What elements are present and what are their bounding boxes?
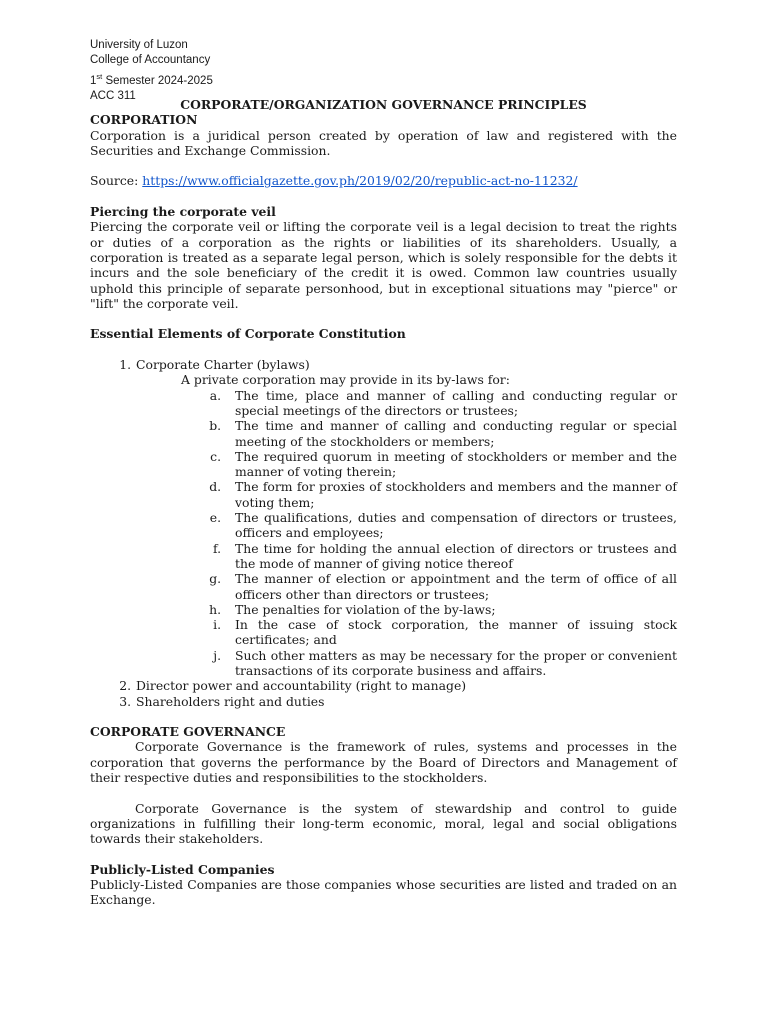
elements-list (90, 357, 677, 388)
document-title: CORPORATE/ORGANIZATION GOVERNANCE PRINCIPLES (180, 97, 587, 112)
spacer (90, 189, 677, 204)
bylaws-item: i. In the case of stock corporation, the manner of issuing stock certificates; and (225, 617, 677, 648)
bylaws-item: a. The time, place and manner of calling and conducting regular or special meetings of the directors or trustees; (225, 388, 677, 419)
bylaws-list (90, 388, 677, 679)
semester-text: Semester 2024-2025 (102, 74, 213, 87)
document-header (90, 38, 213, 104)
source-label: Source: (90, 173, 143, 189)
bylaws-item: e. The qualifications, duties and compensation of directors or trustees, officers and employees; (225, 510, 677, 541)
spacer (90, 785, 677, 800)
listed-heading: Publicly-Listed Companies (90, 861, 275, 877)
university-name: University of Luzon (90, 39, 188, 51)
spacer (90, 847, 677, 862)
source-link[interactable]: https://www.officialgazette.gov.ph/2019/02/20/republic-act-no-11232/ (142, 173, 578, 189)
governance-paragraph-2: Corporate Governance is the system of stewardship and control to guide organizations in fulfilling their long-term economic, moral, legal and social obligations towards their stakeholders. (90, 800, 677, 847)
source-line (90, 173, 677, 188)
semester-suffix: st (96, 71, 103, 81)
governance-heading: CORPORATE GOVERNANCE (90, 724, 286, 740)
veil-text: Piercing the corporate veil or lifting the corporate veil is a legal decision to treat the rights or duties of a corporation as the rights or liabilities of its shareholders. Usually, a corporation is treated as a separate legal person, which is solely responsible for the debts it incurs and the sole beneficiary of the credit it is owed. Common law countries usually uphold this principle of separate personhood, but in exceptional situations may "pierce" or "lift" the corporate veil. (90, 219, 677, 311)
spacer (90, 709, 677, 724)
document-body (90, 97, 677, 908)
elements-list-continued (90, 678, 677, 709)
veil-heading: Piercing the corporate veil (90, 204, 276, 220)
list-item (135, 357, 677, 388)
semester-number: 1 (90, 74, 97, 87)
spacer (90, 342, 677, 357)
list-item: 3. Shareholders right and duties (135, 694, 677, 709)
governance-paragraph-1: Corporate Governance is the framework of rules, systems and processes in the corporation that governs the performance by the Board of Directors and Management of their respective duties and responsibilities to the stockholders. (90, 739, 677, 786)
corporation-text: Corporation is a juridical person created by operation of law and registered with the Securities and Exchange Commission. (90, 127, 677, 158)
elements-heading: Essential Elements of Corporate Constitution (90, 326, 406, 342)
bylaws-item: g. The manner of election or appointment and the term of office of all officers other than directors or trustees; (225, 571, 677, 602)
semester-line (90, 69, 213, 89)
spacer (90, 158, 677, 173)
list-item-label: Corporate Charter (bylaws) (136, 357, 310, 373)
bylaws-item: f. The time for holding the annual election of directors or trustees and the mode of manner of giving notice thereof (225, 541, 677, 572)
bylaws-item: d. The form for proxies of stockholders and members and the manner of voting them; (225, 479, 677, 510)
spacer (90, 311, 677, 326)
bylaws-item: b. The time and manner of calling and conducting regular or special meeting of the stockholders or members; (225, 418, 677, 449)
course-code: ACC 311 (90, 89, 136, 102)
bylaws-intro: A private corporation may provide in its by-laws for: (181, 372, 510, 388)
corporation-heading: CORPORATION (90, 112, 198, 128)
college-name: College of Accountancy (90, 54, 211, 67)
bylaws-item: c. The required quorum in meeting of stockholders or member and the manner of voting therein; (225, 449, 677, 480)
bylaws-item: h. The penalties for violation of the by-laws; (225, 602, 677, 617)
bylaws-item: j. Such other matters as may be necessary for the proper or convenient transactions of its corporate business and affairs. (225, 648, 677, 679)
list-item: 2. Director power and accountability (right to manage) (135, 678, 677, 693)
listed-text: Publicly-Listed Companies are those companies whose securities are listed and traded on an Exchange. (90, 877, 677, 908)
